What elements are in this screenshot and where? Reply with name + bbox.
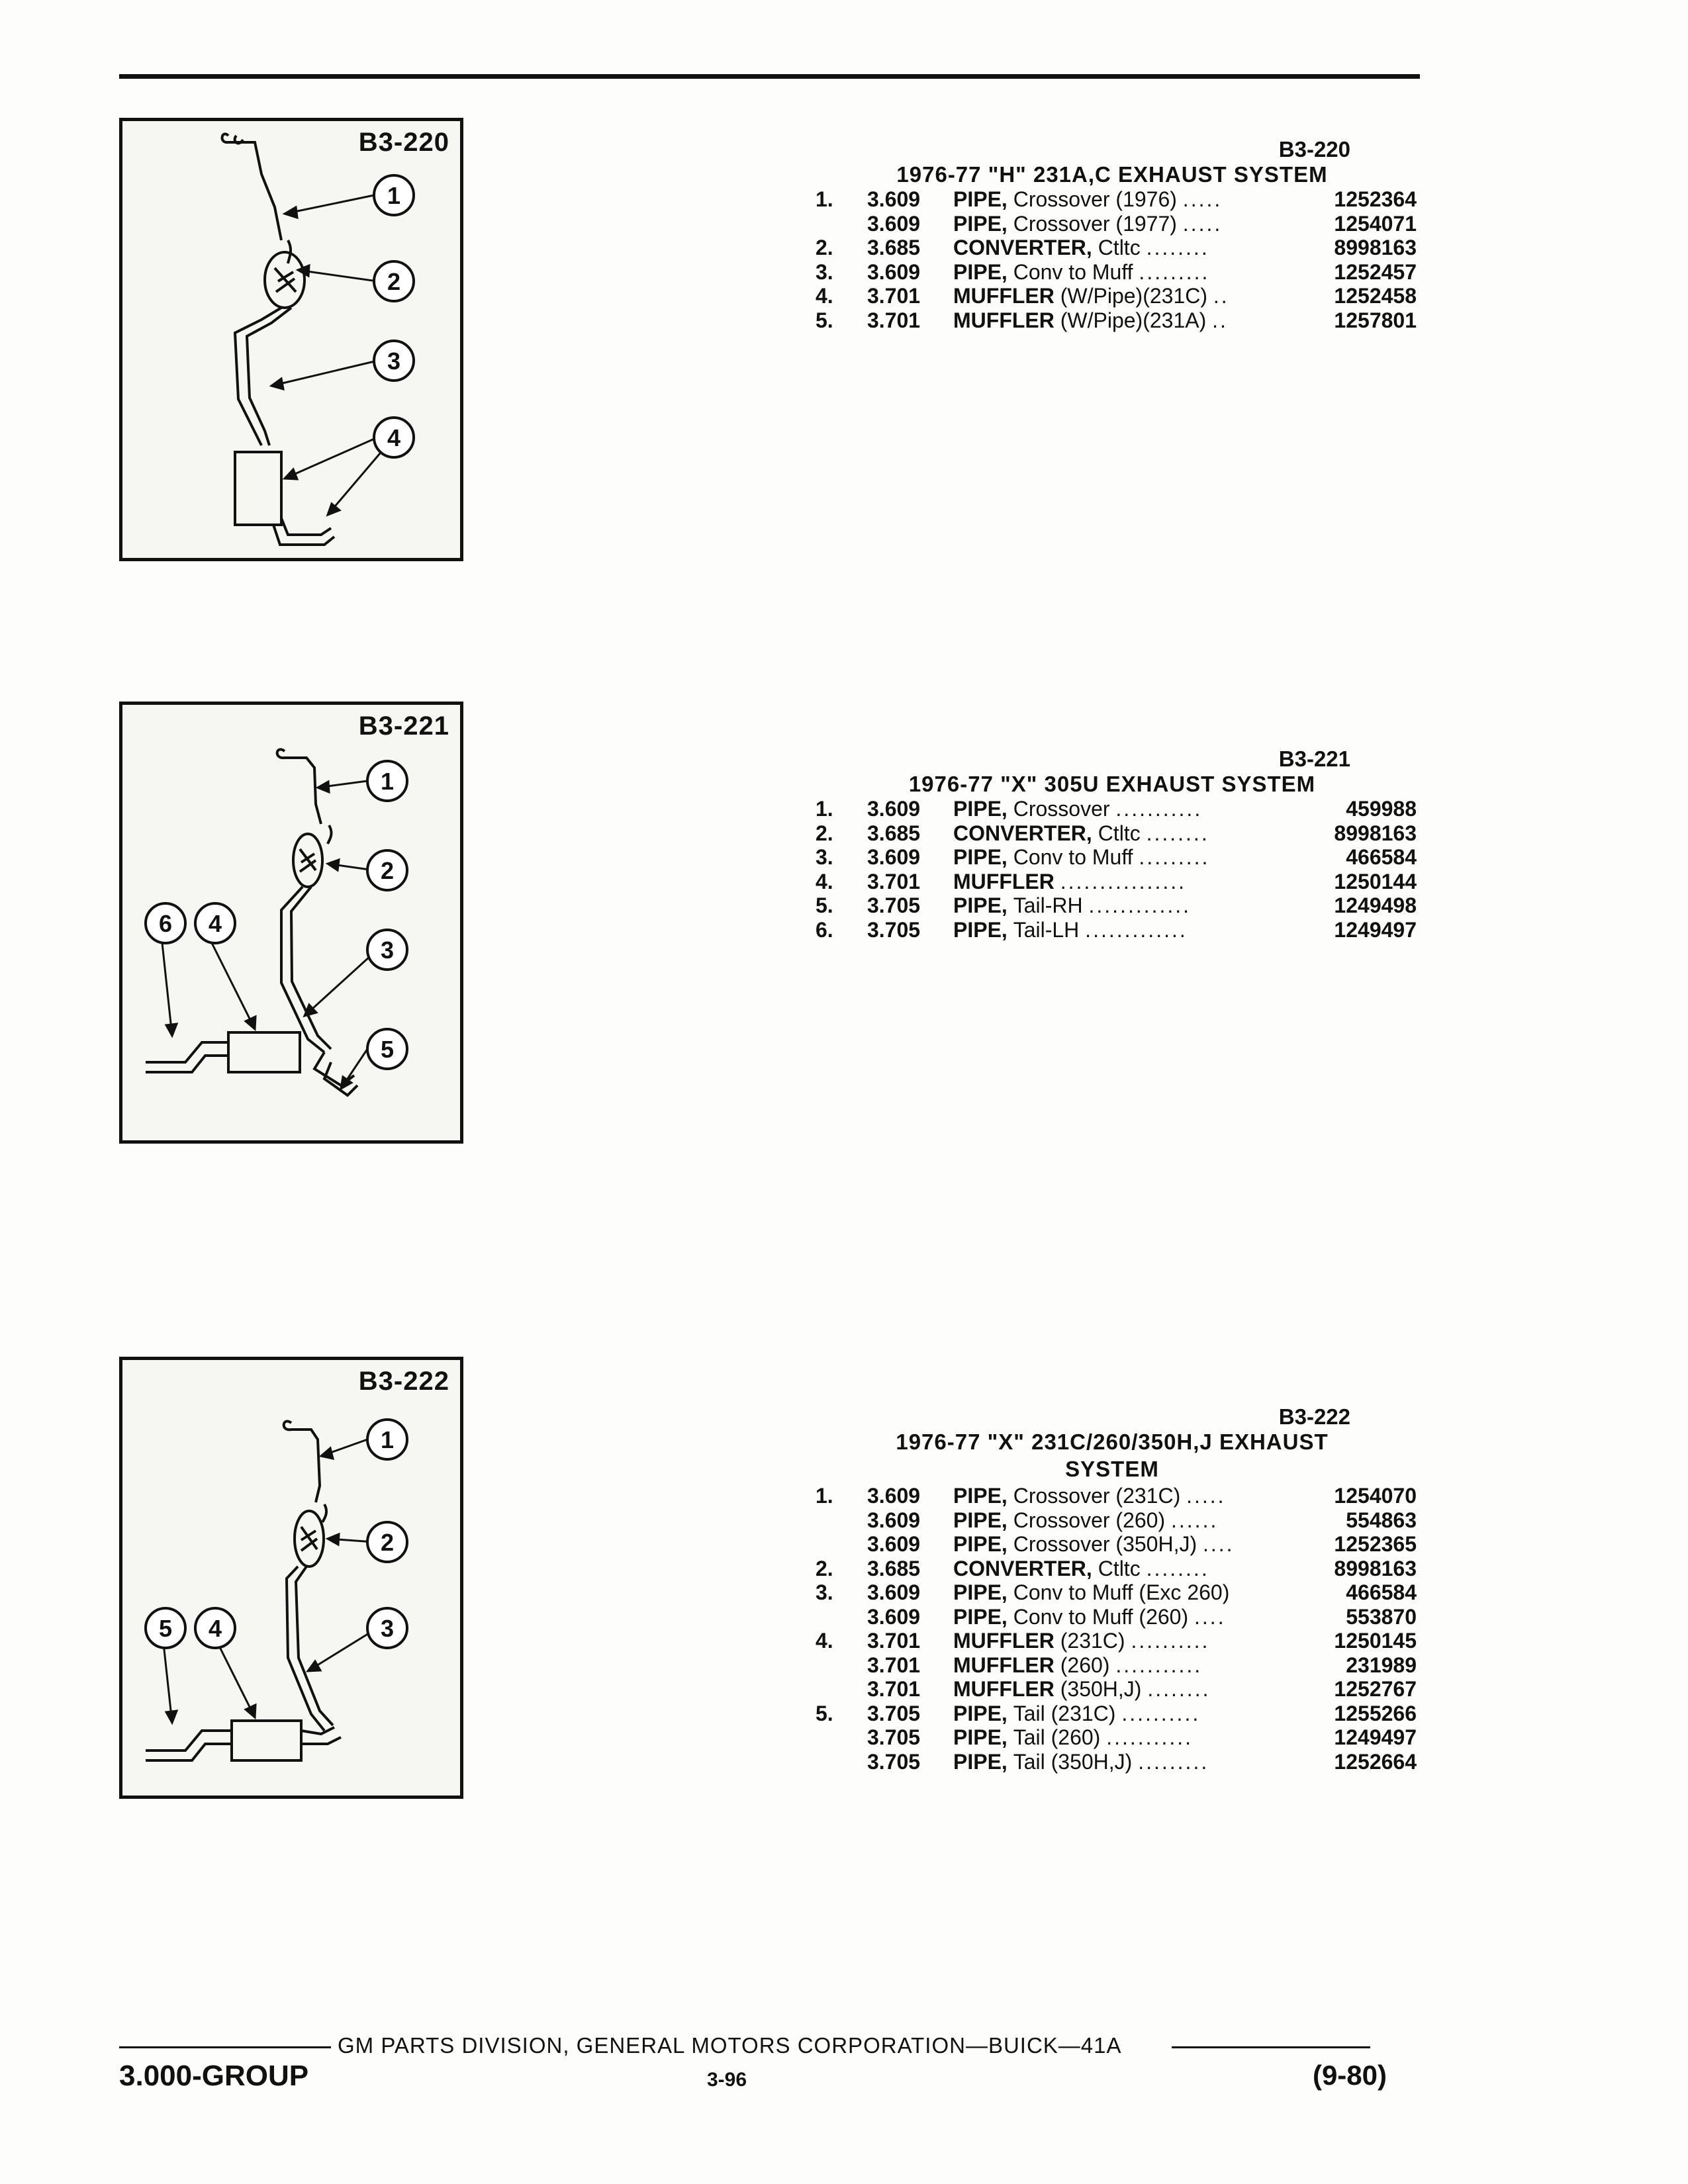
- figure-code: B3-220: [356, 128, 452, 158]
- part-detail: Ctltc: [1098, 236, 1141, 259]
- footer-publisher: GM PARTS DIVISION, GENERAL MOTORS CORPORATION—BUICK—41A: [338, 2033, 1122, 2058]
- part-name: PIPE,: [953, 1701, 1008, 1725]
- part-name: PIPE,: [953, 893, 1008, 917]
- part-description: [953, 821, 1284, 846]
- part-number: 1250145: [1334, 1629, 1417, 1653]
- group-number: 3.609: [867, 1604, 921, 1629]
- part-name: PIPE,: [953, 1580, 1008, 1604]
- part-description: [953, 1725, 1284, 1750]
- item-number: 3.: [816, 1580, 833, 1604]
- part-number: 231989: [1346, 1653, 1417, 1677]
- part-name: PIPE,: [953, 1484, 1008, 1508]
- part-detail: Tail (231C): [1013, 1701, 1116, 1725]
- part-number: 1250144: [1334, 869, 1417, 893]
- block-code: B3-222: [1278, 1404, 1350, 1429]
- part-name: CONVERTER,: [953, 1556, 1092, 1580]
- parts-row: [794, 893, 1430, 918]
- part-detail: Conv to Muff (Exc 260): [1013, 1580, 1230, 1604]
- item-number: [794, 1725, 867, 1750]
- part-number: 1249497: [1334, 1725, 1417, 1749]
- item-number: [794, 1750, 867, 1774]
- group-number: 3.701: [867, 869, 921, 893]
- group-number: 3.705: [867, 1701, 921, 1725]
- callout-4: 4: [387, 424, 401, 451]
- part-number: 1252365: [1334, 1532, 1417, 1556]
- part-description: [953, 212, 1284, 236]
- part-description: [953, 1508, 1284, 1533]
- part-number: 1252364: [1334, 187, 1417, 211]
- leader-dots: .........: [1139, 259, 1210, 284]
- group-number: 3.705: [867, 1725, 921, 1749]
- part-number: 466584: [1346, 1580, 1417, 1604]
- leader-dots: ................: [1060, 869, 1186, 893]
- figure-b3-220: [119, 118, 463, 561]
- parts-block-b3-220: [794, 137, 1430, 332]
- group-number: 3.685: [867, 236, 921, 259]
- footer-group: 3.000-GROUP: [119, 2060, 309, 2092]
- part-detail: Crossover (260): [1013, 1508, 1166, 1532]
- part-description: [953, 187, 1284, 212]
- leader-dots: ......: [1171, 1508, 1219, 1532]
- part-number: 1257801: [1334, 308, 1417, 332]
- item-number: 5.: [816, 1701, 833, 1725]
- part-detail: (W/Pipe)(231C): [1060, 284, 1208, 308]
- part-description: [953, 1580, 1284, 1605]
- page-number: 3-96: [707, 2069, 747, 2091]
- parts-row: [794, 870, 1430, 894]
- part-number: 8998163: [1334, 1556, 1417, 1580]
- leader-dots: ....: [1194, 1604, 1226, 1629]
- leader-dots: ..........: [1121, 1701, 1201, 1725]
- part-number: 1254070: [1334, 1484, 1417, 1508]
- part-name: PIPE,: [953, 1532, 1008, 1556]
- part-detail: Tail-RH: [1013, 893, 1083, 917]
- leader-dots: .........: [1139, 845, 1210, 869]
- leader-dots: ...........: [1115, 797, 1203, 821]
- group-number: 3.685: [867, 1556, 921, 1580]
- part-description: [953, 1557, 1284, 1581]
- part-description: [953, 1653, 1284, 1678]
- part-number: 1249497: [1334, 917, 1417, 942]
- item-number: 2.: [816, 236, 833, 259]
- item-number: 1.: [816, 797, 833, 821]
- group-number: 3.701: [867, 1629, 921, 1653]
- part-number: 8998163: [1334, 236, 1417, 259]
- group-number: 3.609: [867, 845, 921, 869]
- part-name: PIPE,: [953, 1725, 1008, 1749]
- part-detail: Conv to Muff (260): [1013, 1604, 1189, 1629]
- parts-row: [794, 212, 1430, 236]
- part-name: PIPE,: [953, 797, 1008, 821]
- part-name: PIPE,: [953, 917, 1008, 942]
- figure-code: B3-222: [356, 1367, 452, 1396]
- group-number: 3.609: [867, 259, 921, 284]
- group-number: 3.701: [867, 1677, 921, 1701]
- item-number: [794, 212, 867, 236]
- part-description: [953, 260, 1284, 285]
- leader-dots: ....: [1203, 1532, 1235, 1556]
- part-number: 466584: [1346, 845, 1417, 869]
- part-name: PIPE,: [953, 1604, 1008, 1629]
- leader-dots: .....: [1182, 211, 1223, 236]
- group-number: 3.609: [867, 797, 921, 821]
- leader-dots: .............: [1085, 917, 1188, 942]
- group-number: 3.701: [867, 308, 921, 332]
- parts-row: [794, 1750, 1430, 1774]
- part-number: 1249498: [1334, 893, 1417, 917]
- callout-3: 3: [380, 1615, 395, 1642]
- part-name: MUFFLER: [953, 1677, 1055, 1701]
- part-name: PIPE,: [953, 187, 1008, 211]
- part-description: [953, 918, 1284, 942]
- parts-row: [794, 1653, 1430, 1678]
- part-description: [953, 1677, 1284, 1702]
- part-detail: Tail (350H,J): [1013, 1749, 1133, 1774]
- group-number: 3.701: [867, 284, 921, 308]
- item-number: 5.: [816, 893, 833, 917]
- parts-list: [794, 797, 1430, 942]
- part-number: 1252458: [1334, 284, 1417, 308]
- leader-dots: .............: [1088, 893, 1192, 917]
- part-description: [953, 308, 1284, 333]
- exhaust-diagram-b3-222: [122, 1360, 460, 1796]
- parts-row: [794, 236, 1430, 260]
- part-name: MUFFLER: [953, 308, 1055, 332]
- part-description: [953, 284, 1284, 308]
- parts-row: [794, 308, 1430, 333]
- parts-row: [794, 1557, 1430, 1581]
- leader-dots: ........: [1146, 236, 1209, 259]
- part-detail: (231C): [1060, 1629, 1125, 1653]
- group-number: 3.705: [867, 1749, 921, 1774]
- parts-row: [794, 1702, 1430, 1726]
- part-name: PIPE,: [953, 211, 1008, 236]
- callout-2: 2: [380, 1529, 395, 1556]
- part-detail: Ctltc: [1098, 821, 1141, 845]
- parts-row: [794, 1484, 1430, 1508]
- part-name: PIPE,: [953, 259, 1008, 284]
- leader-dots: ........: [1146, 1556, 1209, 1580]
- parts-block-b3-221: [794, 747, 1430, 942]
- part-description: [953, 893, 1284, 918]
- part-description: [953, 1605, 1284, 1629]
- parts-row: [794, 1532, 1430, 1557]
- item-number: [794, 1532, 867, 1557]
- part-detail: Ctltc: [1098, 1556, 1141, 1580]
- group-number: 3.701: [867, 1653, 921, 1677]
- item-number: 1.: [816, 1484, 833, 1508]
- callout-1: 1: [387, 182, 401, 209]
- callout-5: 5: [158, 1615, 173, 1642]
- item-number: 1.: [816, 187, 833, 211]
- part-name: MUFFLER: [953, 869, 1055, 893]
- parts-row: [794, 1629, 1430, 1653]
- part-number: 1252457: [1334, 259, 1417, 284]
- part-description: [953, 1750, 1284, 1774]
- part-detail: Crossover (1977): [1013, 211, 1177, 236]
- part-name: PIPE,: [953, 1749, 1008, 1774]
- callout-1: 1: [380, 768, 395, 795]
- leader-dots: ..: [1212, 308, 1228, 332]
- part-description: [953, 870, 1284, 894]
- parts-block-b3-222: [794, 1404, 1430, 1774]
- leader-dots: .....: [1186, 1484, 1226, 1508]
- parts-row: [794, 845, 1430, 870]
- block-title: 1976-77 "X" 231C/260/350H,J EXHAUST: [896, 1430, 1329, 1454]
- part-name: MUFFLER: [953, 1653, 1055, 1677]
- item-number: 6.: [816, 917, 833, 942]
- part-detail: Conv to Muff: [1013, 259, 1133, 284]
- part-description: [953, 845, 1284, 870]
- part-description: [953, 1629, 1284, 1653]
- part-detail: Tail (260): [1013, 1725, 1101, 1749]
- part-name: PIPE,: [953, 1508, 1008, 1532]
- item-number: [794, 1677, 867, 1702]
- parts-row: [794, 1508, 1430, 1533]
- callout-1: 1: [380, 1426, 395, 1453]
- part-description: [953, 797, 1284, 821]
- callout-2: 2: [387, 268, 401, 295]
- footer-rule-right: [1172, 2046, 1370, 2048]
- group-number: 3.705: [867, 917, 921, 942]
- exhaust-diagram-b3-220: [122, 121, 460, 558]
- item-number: 5.: [816, 308, 833, 332]
- callout-5: 5: [380, 1036, 395, 1063]
- item-number: 4.: [816, 869, 833, 893]
- leader-dots: ..: [1213, 284, 1229, 308]
- item-number: 4.: [816, 284, 833, 308]
- part-description: [953, 1532, 1284, 1557]
- footer-rule-left: [119, 2046, 331, 2048]
- callout-6: 6: [158, 910, 173, 937]
- leader-dots: .........: [1138, 1749, 1209, 1774]
- group-number: 3.609: [867, 1508, 921, 1532]
- part-detail: Crossover: [1013, 797, 1110, 821]
- parts-row: [794, 1725, 1430, 1750]
- item-number: 2.: [816, 821, 833, 845]
- part-name: PIPE,: [953, 845, 1008, 869]
- group-number: 3.609: [867, 187, 921, 211]
- footer-date: (9-80): [1312, 2060, 1387, 2091]
- part-detail: Crossover (350H,J): [1013, 1532, 1197, 1556]
- parts-row: [794, 797, 1430, 821]
- item-number: [794, 1605, 867, 1629]
- part-detail: (350H,J): [1060, 1677, 1142, 1701]
- part-number: 1254071: [1334, 211, 1417, 236]
- block-title: 1976-77 "H" 231A,C EXHAUST SYSTEM: [896, 162, 1328, 187]
- group-number: 3.609: [867, 1532, 921, 1556]
- part-detail: Conv to Muff: [1013, 845, 1133, 869]
- leader-dots: ........: [1147, 1677, 1211, 1701]
- part-description: [953, 1702, 1284, 1726]
- part-detail: Tail-LH: [1013, 917, 1080, 942]
- callout-4: 4: [208, 1615, 222, 1642]
- item-number: 3.: [816, 259, 833, 284]
- callout-4: 4: [208, 910, 222, 937]
- part-name: MUFFLER: [953, 1629, 1055, 1653]
- part-number: 554863: [1346, 1508, 1417, 1532]
- part-detail: (W/Pipe)(231A): [1060, 308, 1207, 332]
- group-number: 3.609: [867, 1484, 921, 1508]
- block-code: B3-220: [1278, 137, 1350, 161]
- leader-dots: ..........: [1131, 1629, 1210, 1653]
- group-number: 3.609: [867, 211, 921, 236]
- figure-b3-221: [119, 702, 463, 1144]
- part-name: MUFFLER: [953, 284, 1055, 308]
- parts-row: [794, 260, 1430, 285]
- part-number: 459988: [1346, 797, 1417, 821]
- parts-row: [794, 1580, 1430, 1605]
- exhaust-diagram-b3-221: [122, 705, 460, 1140]
- part-name: CONVERTER,: [953, 236, 1092, 259]
- item-number: 3.: [816, 845, 833, 869]
- item-number: 4.: [816, 1629, 833, 1653]
- leader-dots: .....: [1182, 187, 1223, 211]
- group-number: 3.685: [867, 821, 921, 845]
- block-code: B3-221: [1278, 747, 1350, 771]
- part-detail: (260): [1060, 1653, 1110, 1677]
- parts-row: [794, 821, 1430, 846]
- part-detail: Crossover (1976): [1013, 187, 1177, 211]
- item-number: [794, 1653, 867, 1678]
- callout-2: 2: [380, 857, 395, 884]
- leader-dots: ...........: [1115, 1653, 1203, 1677]
- item-number: 2.: [816, 1556, 833, 1580]
- callout-3: 3: [387, 347, 401, 375]
- part-name: CONVERTER,: [953, 821, 1092, 845]
- item-number: [794, 1508, 867, 1533]
- parts-list: [794, 1484, 1430, 1774]
- part-detail: Crossover (231C): [1013, 1484, 1181, 1508]
- part-number: 553870: [1346, 1604, 1417, 1629]
- block-title: 1976-77 "X" 305U EXHAUST SYSTEM: [908, 772, 1316, 796]
- group-number: 3.609: [867, 1580, 921, 1604]
- leader-dots: ........: [1146, 821, 1209, 845]
- top-rule: [119, 74, 1420, 79]
- part-description: [953, 1484, 1284, 1508]
- parts-row: [794, 187, 1430, 212]
- parts-row: [794, 1605, 1430, 1629]
- group-number: 3.705: [867, 893, 921, 917]
- callout-3: 3: [380, 936, 395, 964]
- figure-code: B3-221: [356, 711, 452, 741]
- part-number: 1252767: [1334, 1677, 1417, 1701]
- leader-dots: ...........: [1106, 1725, 1193, 1749]
- part-number: 8998163: [1334, 821, 1417, 845]
- parts-list: [794, 187, 1430, 332]
- part-number: 1252664: [1334, 1749, 1417, 1774]
- part-description: [953, 236, 1284, 260]
- parts-row: [794, 284, 1430, 308]
- parts-row: [794, 1677, 1430, 1702]
- parts-row: [794, 918, 1430, 942]
- block-title-continued: SYSTEM: [1065, 1457, 1159, 1481]
- part-number: 1255266: [1334, 1701, 1417, 1725]
- figure-b3-222: [119, 1357, 463, 1799]
